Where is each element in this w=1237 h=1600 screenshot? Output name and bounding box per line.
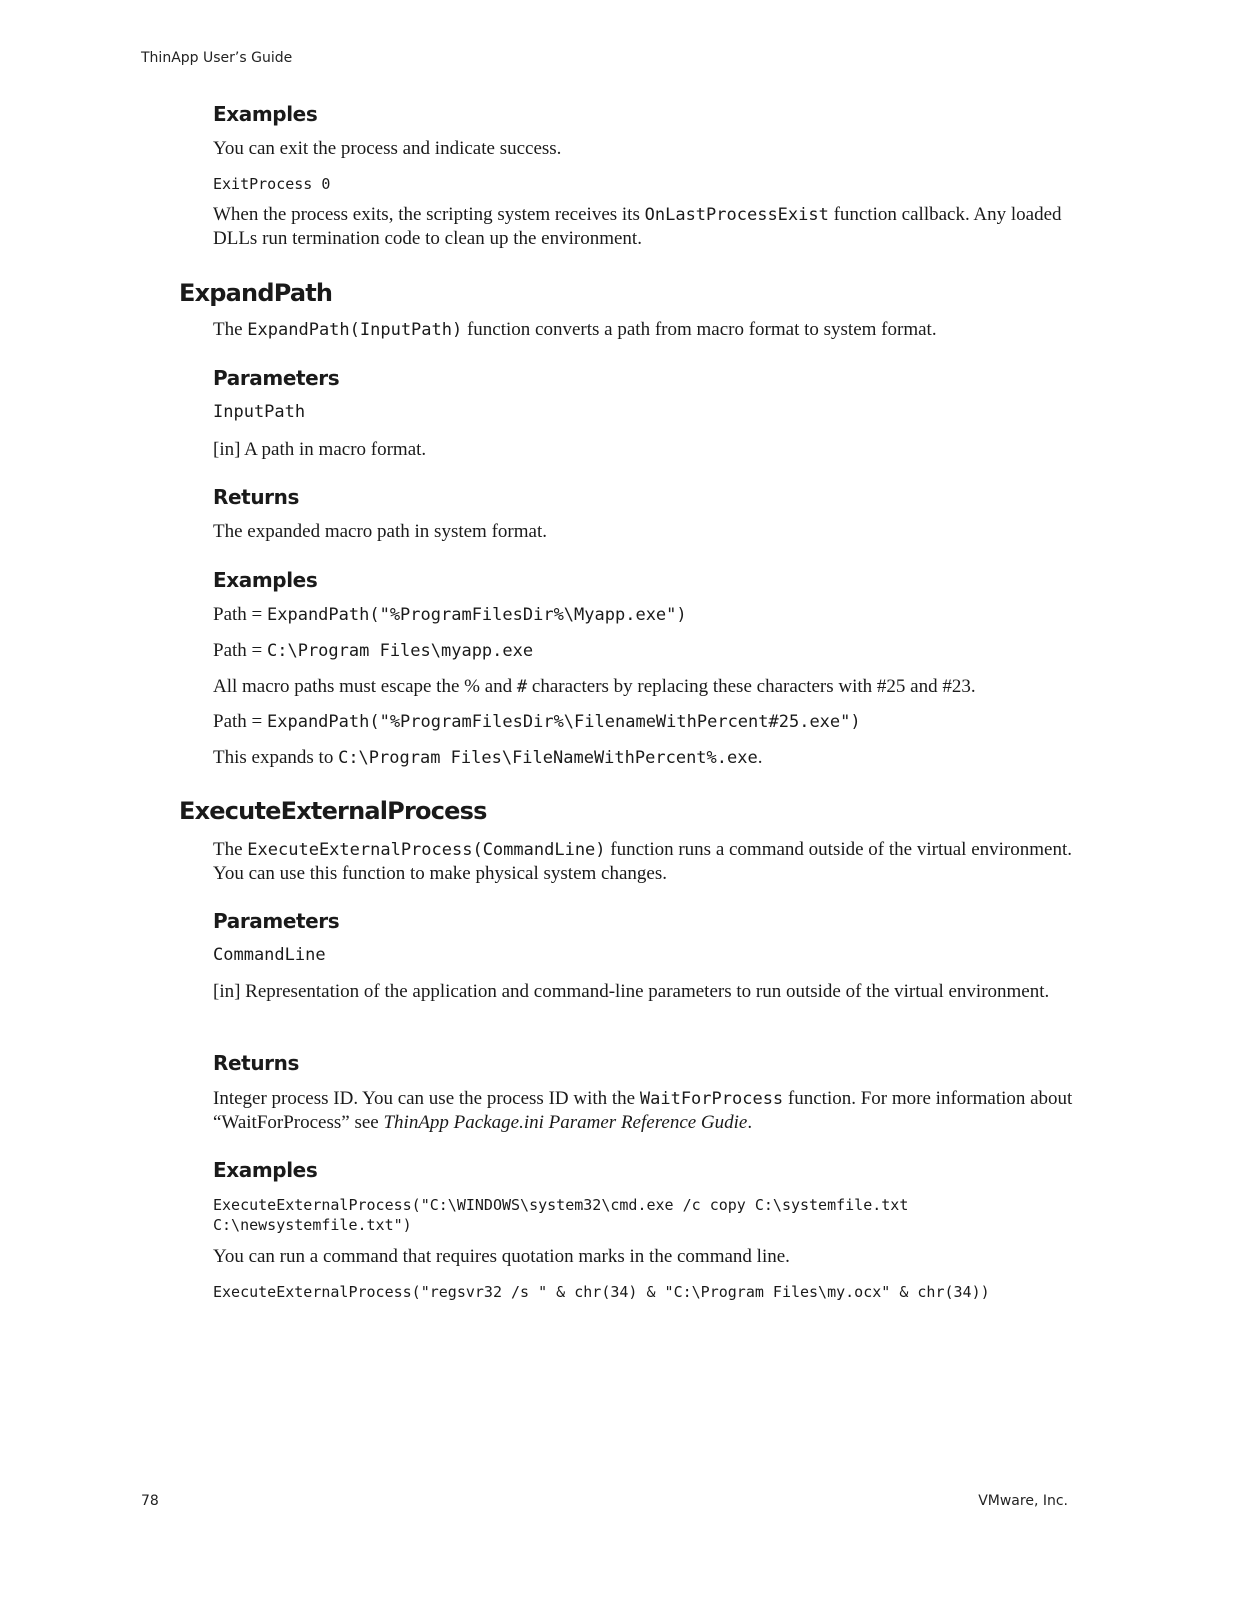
parameter-description: [in] Representation of the application and command-line parameters to run outside of the virtual environment.: [213, 981, 1050, 1002]
description-text: function converts a path from macro format to system format.: [462, 319, 937, 340]
parameters-heading: Parameters: [213, 909, 340, 933]
inline-code: WaitForProcess: [639, 1089, 784, 1109]
parameter-description: [in] A path in macro format.: [213, 439, 427, 460]
note-text: All macro paths must escape the % and: [213, 676, 517, 697]
returns-text-part: Integer process ID. You can use the process ID with the: [213, 1088, 640, 1109]
examples-heading: Examples: [213, 1158, 318, 1182]
description-text: function callback. Any loaded DLLs run termination code to clean up the environment.: [213, 204, 1062, 249]
parameter-name: InputPath: [213, 402, 306, 422]
inline-code: C:\Program Files\myapp.exe: [267, 641, 534, 661]
code-example: ExecuteExternalProcess("C:\WINDOWS\system32\cmd.exe /c copy C:\systemfile.txt C:\newsystemfile.txt"): [213, 1196, 909, 1234]
inline-code: ExpandPath("%ProgramFilesDir%\FilenameWithPercent#25.exe"): [267, 712, 861, 732]
returns-text-part: .: [747, 1112, 753, 1133]
description-text: function runs a command outside of the virtual environment. You can use this function to make physical system changes.: [213, 839, 1072, 884]
page-header-title: ThinApp User’s Guide: [141, 50, 293, 66]
example-line-2: [213, 639, 533, 663]
expands-note: [213, 746, 762, 770]
inline-code: ExecuteExternalProcess(CommandLine): [247, 840, 606, 860]
returns-text: [213, 1087, 1073, 1135]
returns-heading: Returns: [213, 485, 299, 509]
reference-link-text: ThinApp Package.ini Paramer Reference Gudie: [383, 1112, 748, 1133]
inline-code: OnLastProcessExist: [644, 205, 829, 225]
example-line-1: [213, 603, 687, 627]
examples-intro: You can exit the process and indicate success.: [213, 138, 562, 159]
examples-heading: Examples: [213, 102, 318, 126]
parameters-heading: Parameters: [213, 366, 340, 390]
example-line-3: [213, 710, 861, 734]
returns-text: The expanded macro path in system format.: [213, 521, 547, 542]
description-text: The: [213, 319, 248, 340]
example-label: Path =: [213, 640, 267, 661]
description-text: The: [213, 839, 248, 860]
note-text: This expands to: [213, 747, 339, 768]
exitprocess-description: [213, 203, 1073, 251]
examples-heading: Examples: [213, 568, 318, 592]
inline-code: ExpandPath("%ProgramFilesDir%\Myapp.exe"): [267, 605, 687, 625]
page-number: 78: [141, 1493, 159, 1509]
inline-code: C:\Program Files\FileNameWithPercent%.exe: [338, 748, 758, 768]
escape-note: [213, 675, 976, 699]
inline-code: #: [516, 677, 528, 697]
note-text: characters by replacing these characters with #25 and #23.: [527, 676, 976, 697]
section-title-executeexternalprocess: ExecuteExternalProcess: [179, 797, 487, 825]
inline-code: ExpandPath(InputPath): [247, 320, 463, 340]
quote-note: You can run a command that requires quotation marks in the command line.: [213, 1246, 790, 1267]
description-text: When the process exits, the scripting system receives its: [213, 204, 645, 225]
code-example: ExitProcess 0: [213, 175, 331, 193]
example-label: Path =: [213, 604, 267, 625]
section-title-expandpath: ExpandPath: [179, 279, 333, 307]
returns-text-part: function. For more information about “WaitForProcess” see: [213, 1088, 1073, 1133]
returns-heading: Returns: [213, 1051, 299, 1075]
expandpath-description: [213, 318, 1073, 342]
code-example: ExecuteExternalProcess("regsvr32 /s " & chr(34) & "C:\Program Files\my.ocx" & chr(34)): [213, 1283, 990, 1301]
parameter-name: CommandLine: [213, 945, 326, 965]
note-text: .: [757, 747, 763, 768]
executeexternal-description: [213, 838, 1073, 886]
footer-company: VMware, Inc.: [978, 1493, 1068, 1509]
example-label: Path =: [213, 711, 267, 732]
